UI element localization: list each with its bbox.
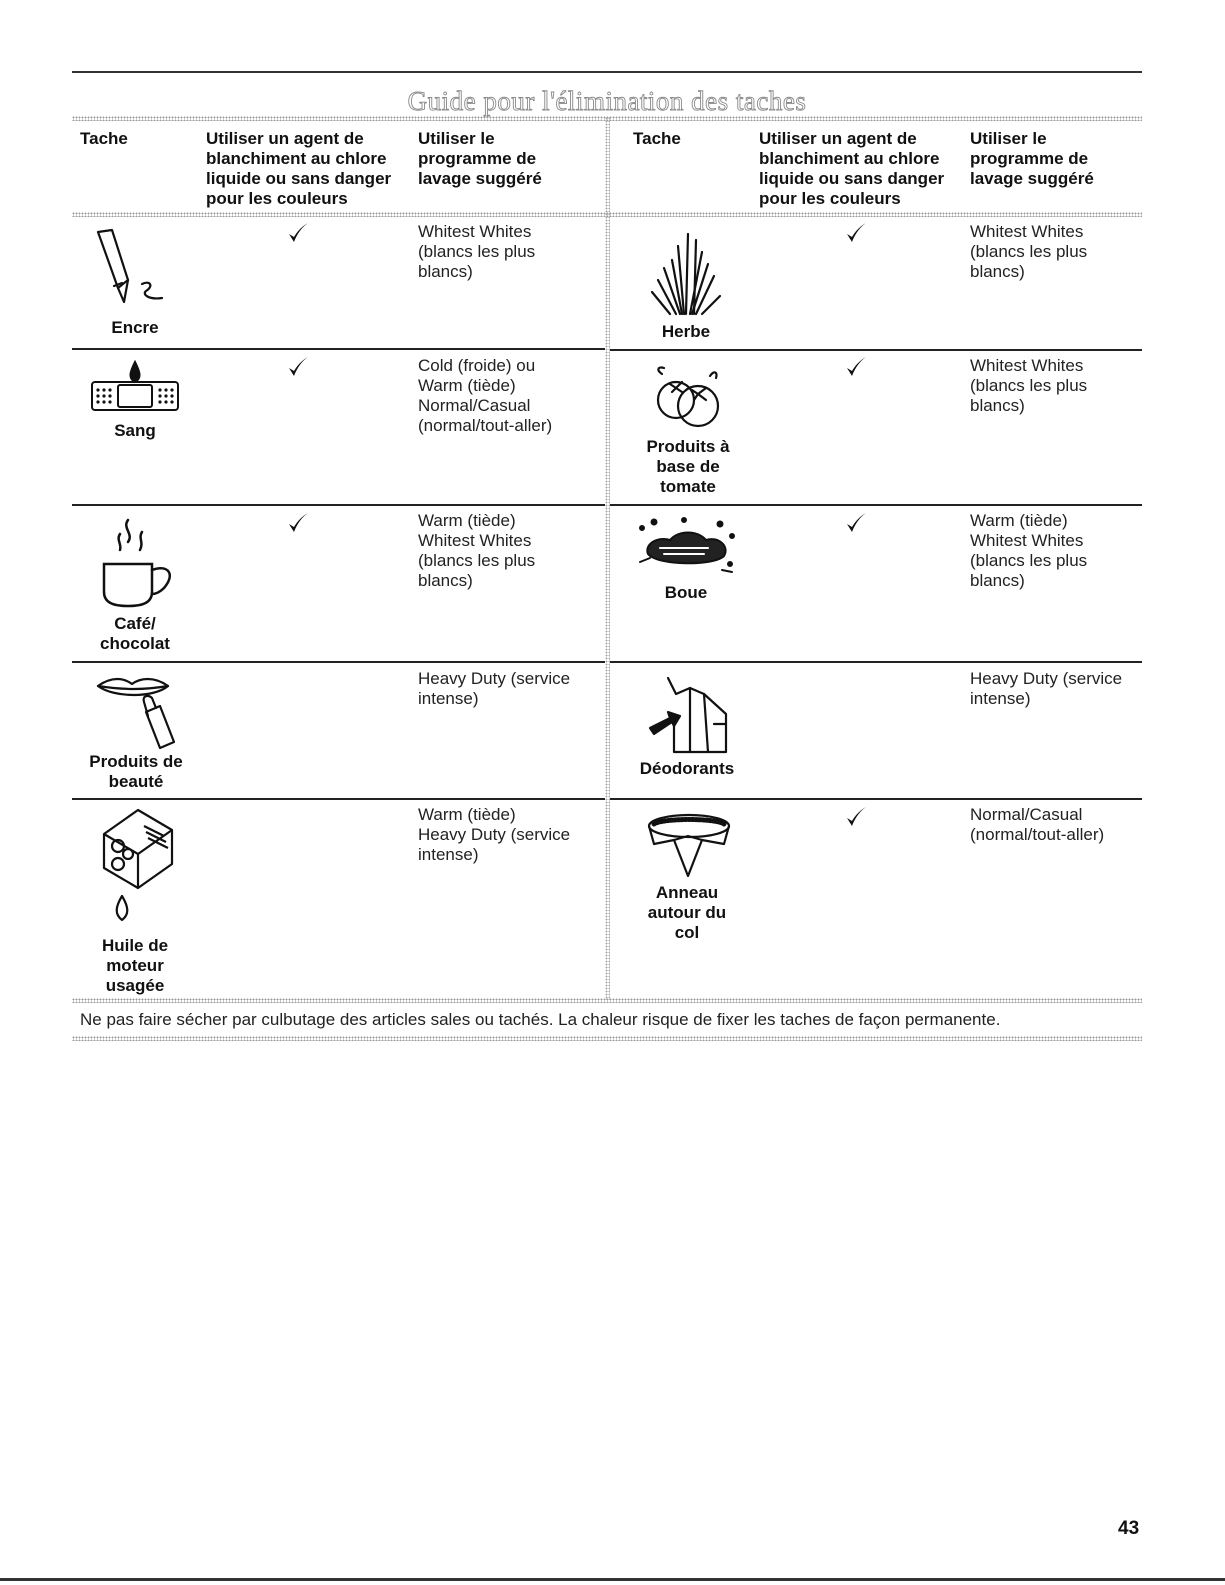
row-divider [72, 661, 605, 663]
stain-label-boue: Boue [664, 583, 708, 602]
top-rule [72, 71, 1142, 73]
deodorant-shirt-icon [646, 674, 732, 756]
cycle-cell-sang: Cold (froide) ou Warm (tiède) Normal/Casual (normal/tout-aller) [418, 356, 553, 435]
row-divider [72, 798, 605, 800]
cycle-cell-tomate: Whitest Whites (blancs les plus blancs) [970, 356, 1088, 415]
cycle-cell-huile: Warm (tiède) Heavy Duty (service intense) [418, 805, 571, 864]
cycle-cell-beaute: Heavy Duty (service intense) [418, 669, 571, 708]
header-cycle-left: Utiliser le programme de lavage suggéré [418, 129, 542, 188]
mud-icon [634, 514, 738, 578]
cycle-cell-boue: Warm (tiède) Whitest Whites (blancs les plus blancs) [970, 511, 1088, 590]
row-divider [610, 798, 1142, 800]
pen-icon [90, 228, 180, 310]
check-mark-icon [845, 512, 867, 534]
row-divider [610, 661, 1142, 663]
page-number: 43 [1118, 1518, 1140, 1539]
stain-label-tomate: Produits à base de tomate [646, 437, 730, 496]
column-divider [605, 117, 610, 1000]
collar-icon [644, 810, 734, 880]
footnote-underline [72, 1036, 1142, 1041]
header-cycle-right: Utiliser le programme de lavage suggéré [970, 129, 1094, 188]
stain-label-huile: Huile de moteur usagée [101, 936, 169, 995]
coffee-cup-icon [98, 512, 182, 612]
header-bleach-right: Utiliser un agent de blanchiment au chlore liquide ou sans danger pour les couleurs [759, 129, 945, 208]
cycle-cell-deodorants: Heavy Duty (service intense) [970, 669, 1123, 708]
stain-label-sang: Sang [114, 421, 156, 440]
row-divider [610, 504, 1142, 506]
lipstick-icon [94, 672, 178, 752]
stain-label-herbe: Herbe [661, 322, 711, 341]
stain-label-cafe: Café/ chocolat [100, 614, 170, 653]
check-mark-icon [287, 222, 309, 244]
check-mark-icon [845, 356, 867, 378]
stain-label-encre: Encre [111, 318, 159, 337]
page-title: Guide pour l'élimination des taches [407, 86, 807, 116]
stain-label-anneau: Anneau autour du col [647, 883, 727, 942]
bandage-icon [90, 360, 182, 418]
check-mark-icon [845, 222, 867, 244]
header-stain-right: Tache [633, 129, 681, 148]
tomato-icon [648, 362, 730, 432]
check-mark-icon [287, 356, 309, 378]
grass-icon [646, 230, 726, 316]
cycle-cell-cafe: Warm (tiède) Whitest Whites (blancs les plus blancs) [418, 511, 536, 590]
row-divider [72, 504, 605, 506]
check-mark-icon [845, 806, 867, 828]
footnote: Ne pas faire sécher par culbutage des articles sales ou tachés. La chaleur risque de fixer les taches de façon permanente. [80, 1010, 1001, 1029]
header-stain-left: Tache [80, 129, 128, 148]
cycle-cell-anneau: Normal/Casual (normal/tout-aller) [970, 805, 1105, 844]
stain-label-deodorants: Déodorants [639, 759, 735, 778]
row-divider [610, 349, 1142, 351]
page-bottom-rule [0, 1578, 1225, 1581]
cycle-cell-herbe: Whitest Whites (blancs les plus blancs) [970, 222, 1088, 281]
cycle-cell-encre: Whitest Whites (blancs les plus blancs) [418, 222, 536, 281]
table-bottom-rule [72, 998, 1142, 1003]
check-mark-icon [287, 512, 309, 534]
header-bleach-left: Utiliser un agent de blanchiment au chlore liquide ou sans danger pour les couleurs [206, 129, 392, 208]
row-divider [72, 348, 605, 350]
engine-oil-icon [94, 806, 178, 930]
stain-label-beaute: Produits de beauté [89, 752, 183, 791]
